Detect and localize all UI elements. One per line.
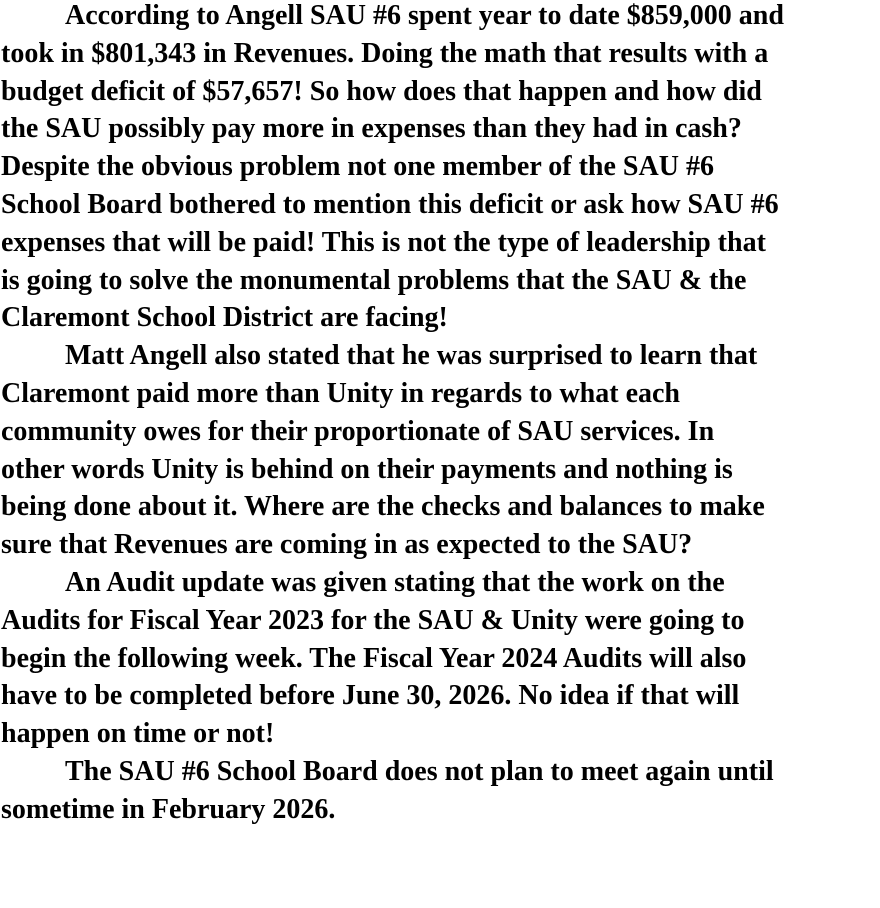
text-line: Matt Angell also stated that he was surprised to learn that xyxy=(65,340,758,372)
text-line: being done about it. Where are the checks and balances to make xyxy=(1,491,765,523)
text-line: sure that Revenues are coming in as expected to the SAU? xyxy=(1,529,693,561)
text-line: is going to solve the monumental problems that the SAU & the xyxy=(1,264,747,296)
text-line: other words Unity is behind on their payments and nothing is xyxy=(1,453,733,485)
paragraph xyxy=(1,564,880,753)
text-line: Despite the obvious problem not one member of the SAU #6 xyxy=(1,151,714,183)
paragraph xyxy=(1,753,880,829)
text-line: have to be completed before June 30, 2026. No idea if that will xyxy=(1,680,740,712)
text-line: Audits for Fiscal Year 2023 for the SAU & Unity were going to xyxy=(1,604,745,636)
paragraph xyxy=(1,0,880,337)
text-line: community owes for their proportionate of SAU services. In xyxy=(1,415,715,447)
text-line: Claremont School District are facing! xyxy=(1,302,448,334)
text-line: School Board bothered to mention this deficit or ask how SAU #6 xyxy=(1,188,779,220)
paragraph xyxy=(1,337,880,564)
text-line: sometime in February 2026. xyxy=(1,793,336,825)
text-line: budget deficit of $57,657! So how does that happen and how did xyxy=(1,75,762,107)
text-line: According to Angell SAU #6 spent year to date $859,000 and xyxy=(65,0,784,31)
text-line: happen on time or not! xyxy=(1,718,275,750)
text-line: the SAU possibly pay more in expenses than they had in cash? xyxy=(1,113,742,145)
text-line: Claremont paid more than Unity in regards to what each xyxy=(1,377,680,409)
text-line: expenses that will be paid! This is not the type of leadership that xyxy=(1,226,766,258)
text-line: took in $801,343 in Revenues. Doing the math that results with a xyxy=(1,37,769,69)
text-line: The SAU #6 School Board does not plan to meet again until xyxy=(65,755,774,787)
text-line: An Audit update was given stating that the work on the xyxy=(65,566,725,598)
document-body xyxy=(1,0,880,829)
text-line: begin the following week. The Fiscal Year 2024 Audits will also xyxy=(1,642,747,674)
